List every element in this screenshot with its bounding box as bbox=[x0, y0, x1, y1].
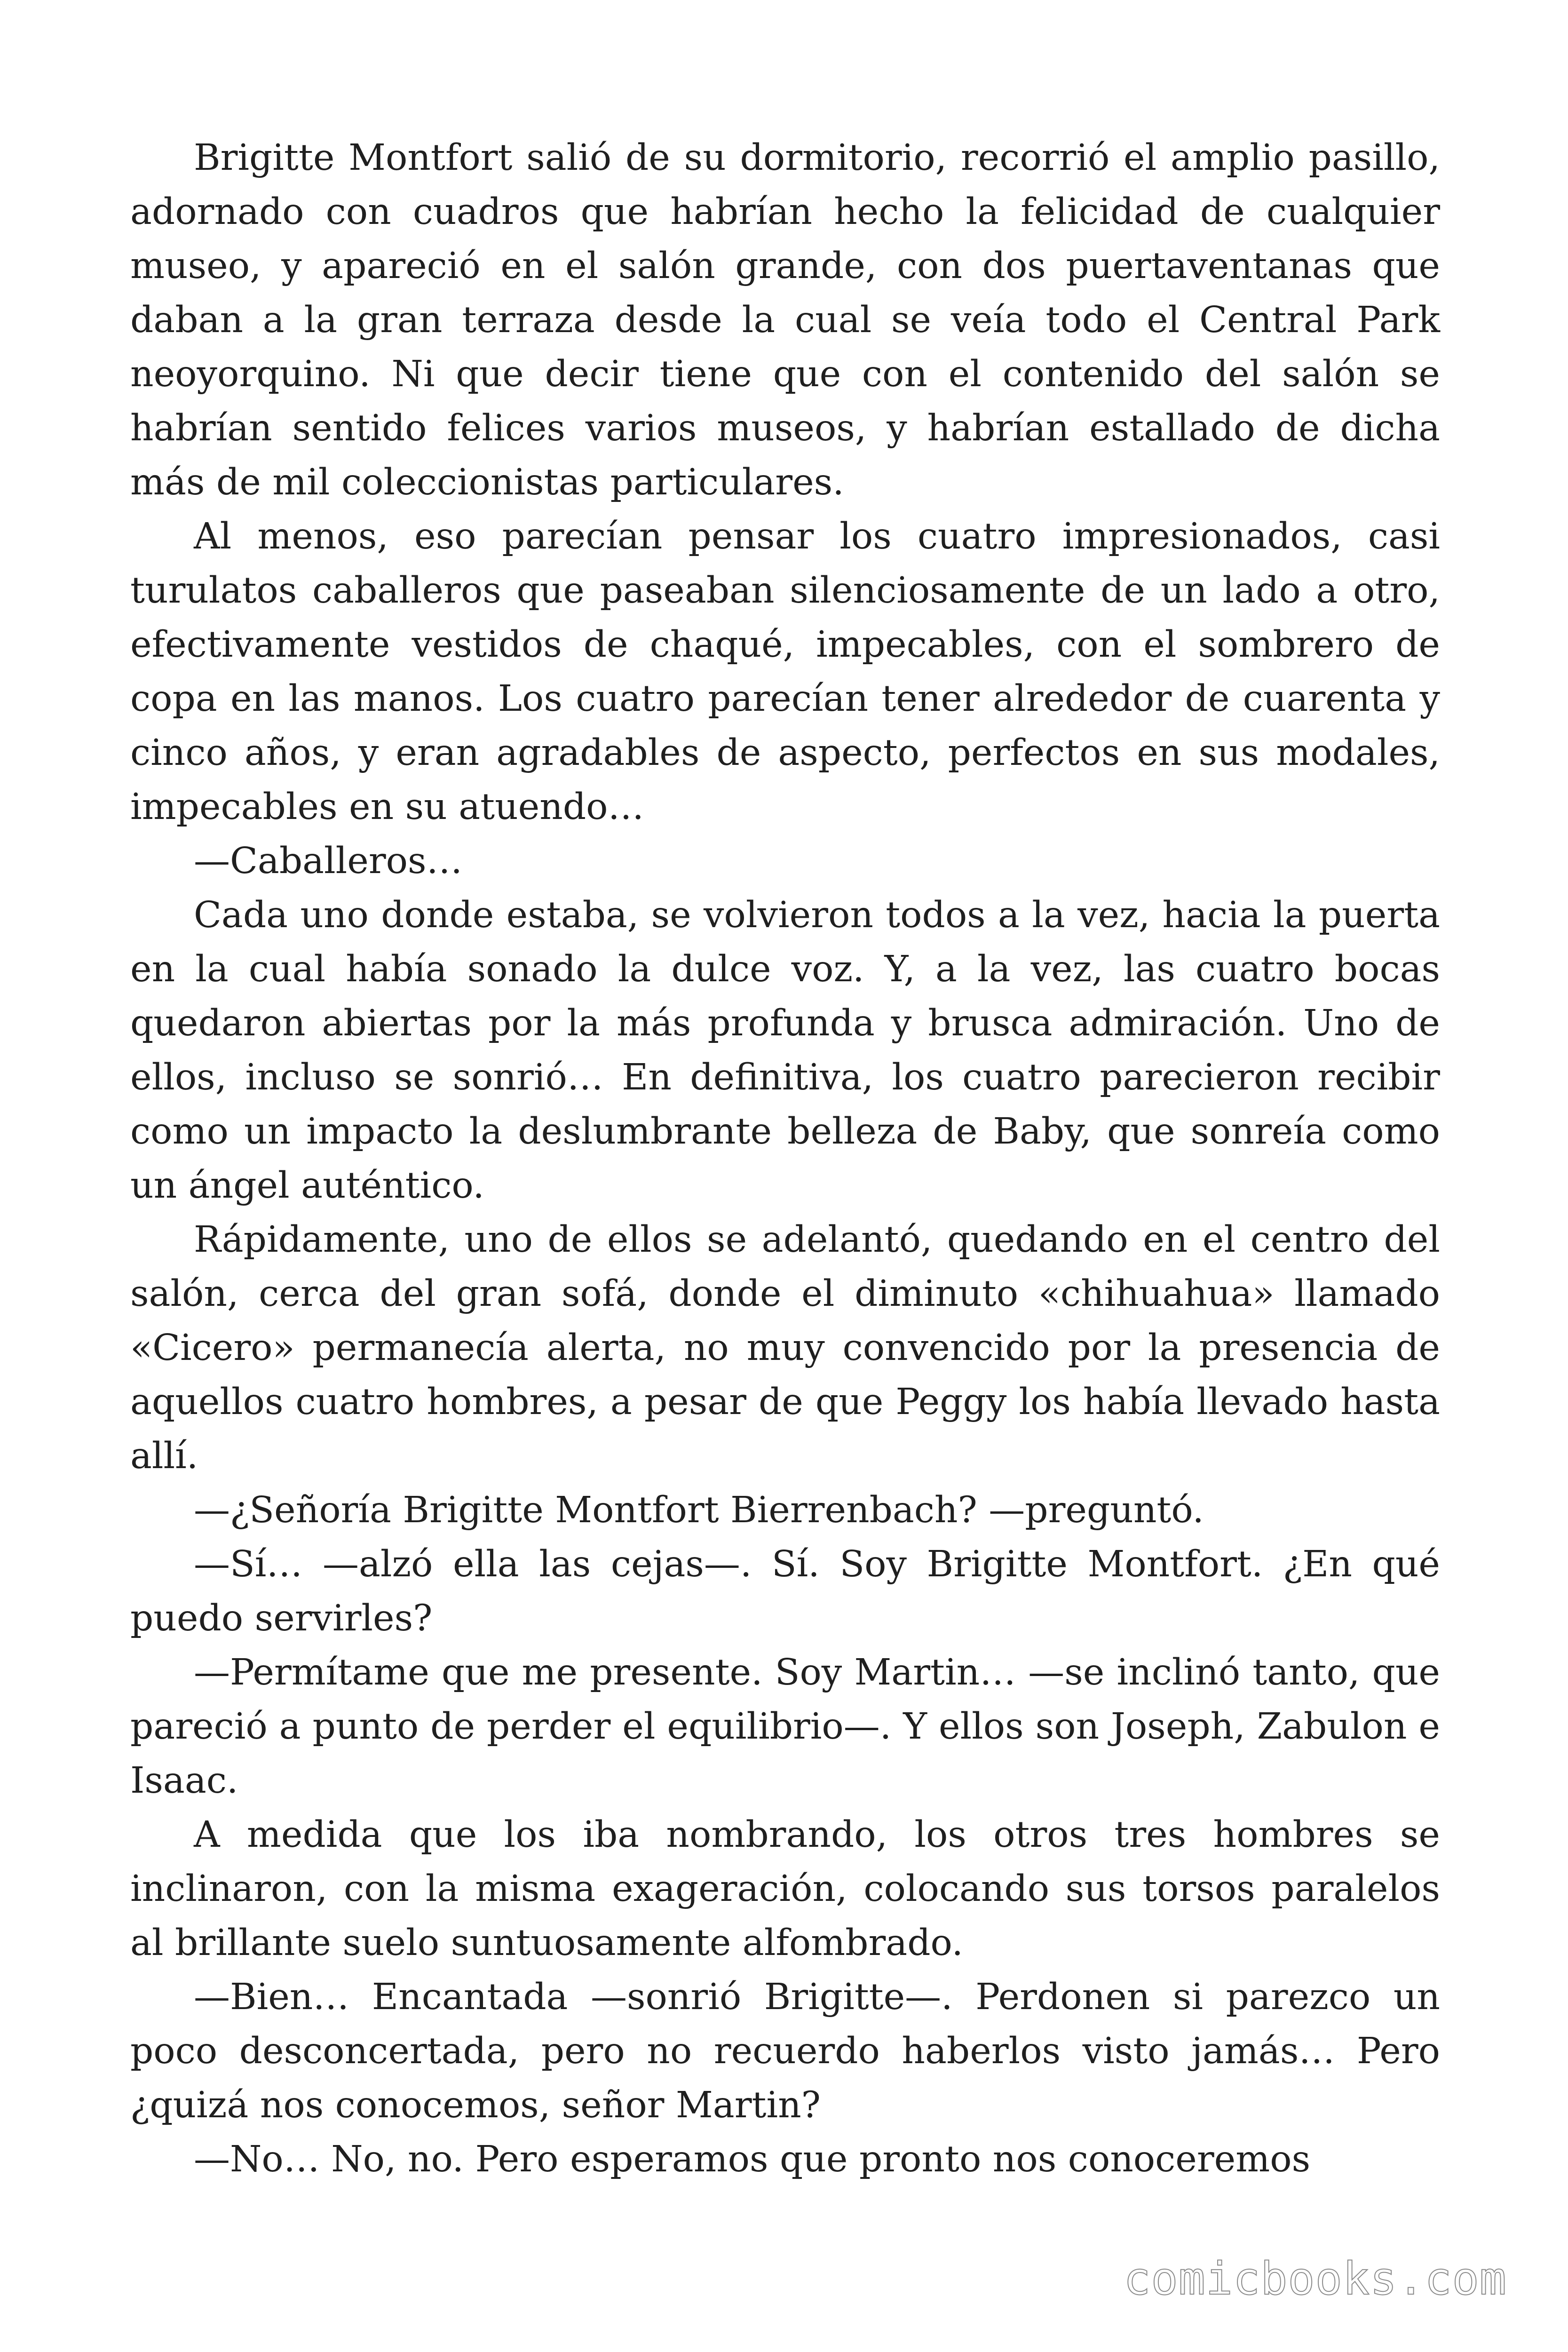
book-page-text bbox=[130, 131, 1440, 2186]
paragraph-1: Brigitte Montfort salió de su dormitorio, recorrió el amplio pasillo, adornado con cuadros que habrían hecho la felicidad de cualquier museo, y apareció en el salón grande, con dos puertaventanas que daban a la gran terraza desde la cual se veía todo el Central Park neoyorquino. Ni que decir tiene que con el contenido del salón se habrían sentido felices varios museos, y habrían estallado de dicha más de mil coleccionistas particulares. bbox=[130, 137, 1440, 503]
paragraph-5: Rápidamente, uno de ellos se adelantó, quedando en el centro del salón, cerca del gran sofá, donde el diminuto «chihuahua» llamado «Cicero» permanecía alerta, no muy convencido por la presencia de aquellos cuatro hombres, a pesar de que Peggy los había llevado hasta allí. bbox=[130, 1219, 1440, 1477]
paragraph-3: —Caballeros… bbox=[194, 840, 463, 882]
paragraph-9: A medida que los iba nombrando, los otros tres hombres se inclinaron, con la misma exageración, colocando sus torsos paralelos al brillante suelo suntuosamente alfombrado. bbox=[130, 1814, 1440, 1964]
paragraph-10: —Bien… Encantada —sonrió Brigitte—. Perdonen si parezco un poco desconcertada, pero no recuerdo haberlos visto jamás… Pero ¿quizá nos conocemos, señor Martin? bbox=[130, 1976, 1440, 2126]
paragraph-11: —No… No, no. Pero esperamos que pronto nos conoceremos bbox=[194, 2138, 1311, 2180]
paragraph-6: —¿Señoría Brigitte Montfort Bierrenbach? —preguntó. bbox=[194, 1489, 1204, 1531]
paragraph-7: —Sí… —alzó ella las cejas—. Sí. Soy Brigitte Montfort. ¿En qué puedo servirles? bbox=[130, 1543, 1440, 1639]
paragraph-8: —Permítame que me presente. Soy Martin… —se inclinó tanto, que pareció a punto de perder el equilibrio—. Y ellos son Joseph, Zabulon e Isaac. bbox=[130, 1652, 1440, 1802]
paragraph-4: Cada uno donde estaba, se volvieron todos a la vez, hacia la puerta en la cual había sonado la dulce voz. Y, a la vez, las cuatro bocas quedaron abiertas por la más profunda y brusca admiración. Uno de ellos, incluso se sonrió… En definitiva, los cuatro parecieron recibir como un impacto la deslumbrante belleza de Baby, que sonreía como un ángel auténtico. bbox=[130, 894, 1440, 1207]
paragraph-2: Al menos, eso parecían pensar los cuatro impresionados, casi turulatos caballeros que paseaban silenciosamente de un lado a otro, efectivamente vestidos de chaqué, impecables, con el sombrero de copa en las manos. Los cuatro parecían tener alrededor de cuarenta y cinco años, y eran agradables de aspecto, perfectos en sus modales, impecables en su atuendo… bbox=[130, 516, 1440, 828]
site-watermark: comicbooks.com bbox=[1124, 2253, 1507, 2305]
